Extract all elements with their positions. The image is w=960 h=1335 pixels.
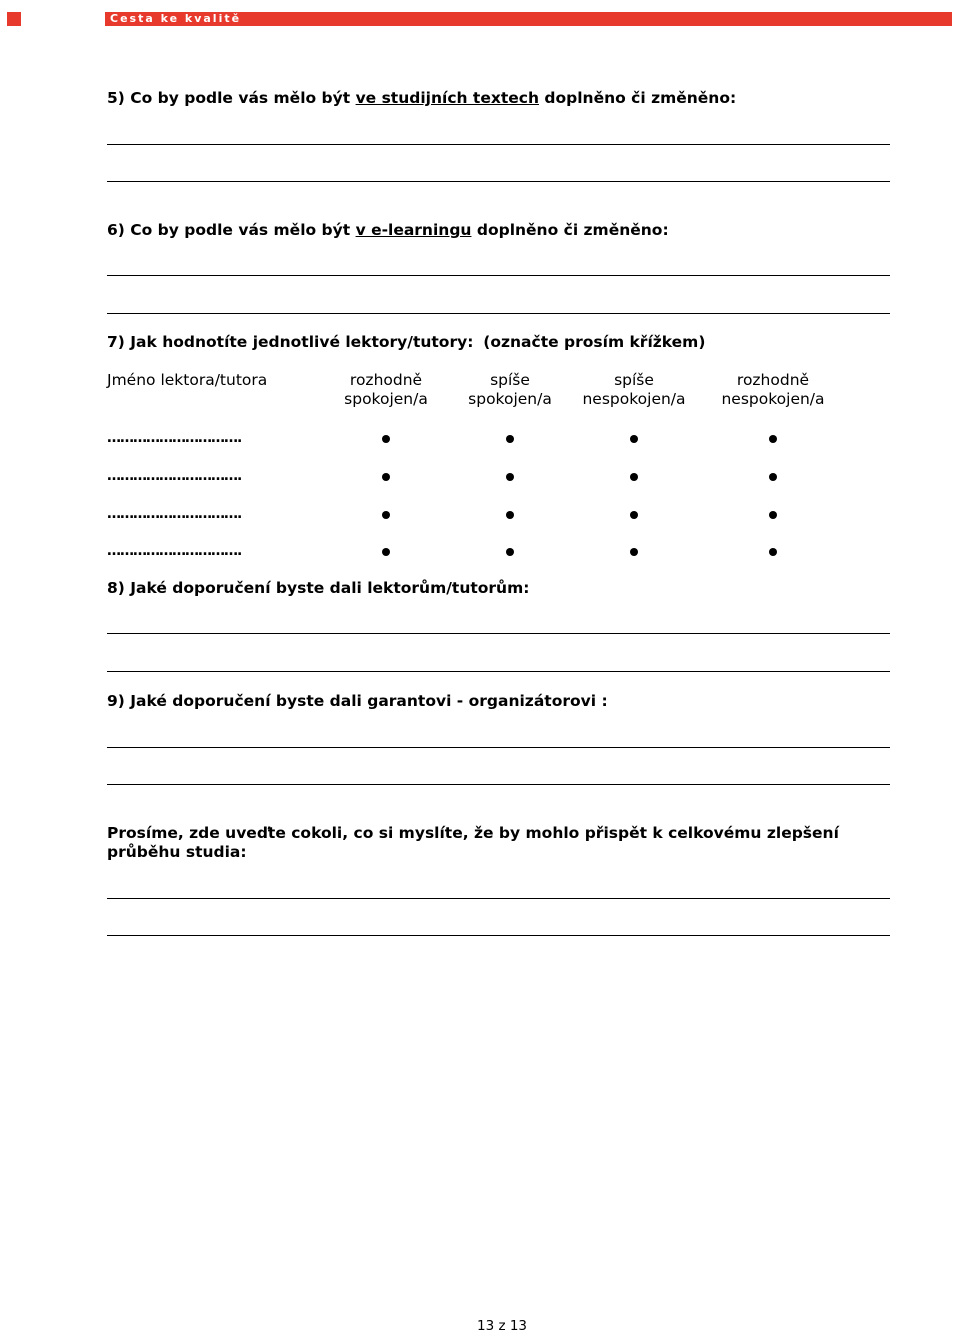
answer-line[interactable]	[107, 671, 890, 672]
question-8: 8) Jaké doporučení byste dali lektorům/tutorům:	[107, 579, 530, 597]
rating-option-bullet[interactable]	[769, 511, 777, 519]
header-square	[7, 12, 21, 26]
lecturer-name-blank[interactable]: ………………………….	[107, 506, 242, 522]
question-9: 9) Jaké doporučení byste dali garantovi - organizátorovi :	[107, 692, 608, 710]
page-number: 13 z 13	[476, 1318, 528, 1334]
final-question: Prosíme, zde uveďte cokoli, co si myslíte, že by mohlo přispět k celkovému zlepšení průběhu studia:	[107, 824, 839, 861]
rating-option-bullet[interactable]	[382, 511, 390, 519]
column-header-3: spíše nespokojen/a	[582, 371, 686, 408]
question-7: 7) Jak hodnotíte jednotlivé lektory/tutory: (označte prosím křížkem)	[107, 333, 706, 351]
rating-option-bullet[interactable]	[630, 435, 638, 443]
answer-line[interactable]	[107, 181, 890, 182]
question-5-emphasis: ve studijních textech	[355, 89, 539, 107]
column-header-2: spíše spokojen/a	[468, 371, 552, 408]
header-bar	[105, 12, 952, 26]
rating-option-bullet[interactable]	[506, 548, 514, 556]
answer-line[interactable]	[107, 633, 890, 634]
answer-line[interactable]	[107, 747, 890, 748]
question-6: 6) Co by podle vás mělo být v e-learningu doplněno či změněno:	[107, 221, 669, 239]
column-header-4: rozhodně nespokojen/a	[721, 371, 825, 408]
rating-option-bullet[interactable]	[769, 548, 777, 556]
lecturer-name-blank[interactable]: ………………………….	[107, 430, 242, 446]
rating-option-bullet[interactable]	[382, 548, 390, 556]
header-title: Cesta ke kvalitě	[110, 12, 242, 25]
question-7-hint: (označte prosím křížkem)	[483, 333, 706, 351]
rating-option-bullet[interactable]	[630, 473, 638, 481]
question-6-emphasis: v e-learningu	[355, 221, 472, 239]
rating-option-bullet[interactable]	[630, 511, 638, 519]
answer-line[interactable]	[107, 144, 890, 145]
column-header-1: rozhodně spokojen/a	[344, 371, 428, 408]
rating-option-bullet[interactable]	[382, 435, 390, 443]
rating-option-bullet[interactable]	[382, 473, 390, 481]
answer-line[interactable]	[107, 935, 890, 936]
answer-line[interactable]	[107, 275, 890, 276]
name-column-header: Jméno lektora/tutora	[107, 371, 268, 389]
question-5: 5) Co by podle vás mělo být ve studijních textech doplněno či změněno:	[107, 89, 737, 107]
lecturer-name-blank[interactable]: ………………………….	[107, 468, 242, 484]
answer-line[interactable]	[107, 784, 890, 785]
answer-line[interactable]	[107, 898, 890, 899]
rating-option-bullet[interactable]	[630, 548, 638, 556]
rating-option-bullet[interactable]	[769, 435, 777, 443]
rating-option-bullet[interactable]	[769, 473, 777, 481]
lecturer-name-blank[interactable]: ………………………….	[107, 543, 242, 559]
rating-option-bullet[interactable]	[506, 435, 514, 443]
rating-option-bullet[interactable]	[506, 473, 514, 481]
answer-line[interactable]	[107, 313, 890, 314]
rating-option-bullet[interactable]	[506, 511, 514, 519]
